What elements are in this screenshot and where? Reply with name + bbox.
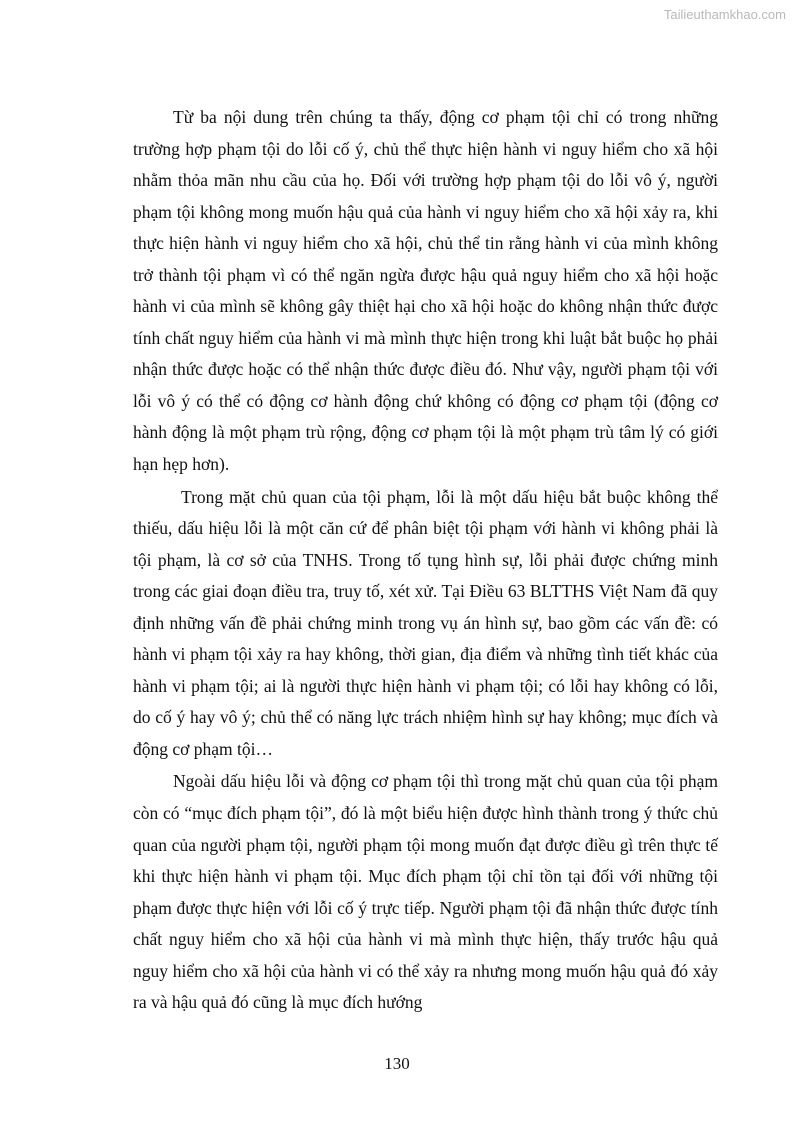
paragraph-2: Trong mặt chủ quan của tội phạm, lỗi là một dấu hiệu bắt buộc không thể thiếu, dấu hiệu lỗi là một căn cứ để phân biệt tội phạm với hành vi không phải là tội phạm, là cơ sở của TNHS. Trong tố tụng hình sự, lỗi phải được chứng minh trong các giai đoạn điều tra, truy tố, xét xử. Tại Điều 63 BLTTHS Việt Nam đã quy định những vấn đề phải chứng minh trong vụ án hình sự, bao gồm các vấn đề: có hành vi phạm tội xảy ra hay không, thời gian, địa điểm và những tình tiết khác của hành vi phạm tội; ai là người thực hiện hành vi phạm tội; có lỗi hay không có lỗi, do cố ý hay vô ý; chủ thể có năng lực trách nhiệm hình sự hay không; mục đích và động cơ phạm tội…: [133, 486, 718, 759]
paragraph-3: Ngoài dấu hiệu lỗi và động cơ phạm tội thì trong mặt chủ quan của tội phạm còn có “mục đích phạm tội”, đó là một biểu hiện được hình thành trong ý thức chủ quan của người phạm tội, người phạm tội mong muốn đạt được điều gì trên thực tế khi thực hiện hành vi phạm tội. Mục đích phạm tội chỉ tồn tại đối với những tội phạm được thực hiện với lỗi cố ý trực tiếp. Người phạm tội đã nhận thức được tính chất nguy hiểm cho xã hội của hành vi mà mình thực hiện, thấy trước hậu quả nguy hiểm cho xã hội của hành vi có thể xảy ra nhưng mong muốn hậu quả đó xảy ra và hậu quả đó cũng là mục đích hướng: [133, 771, 718, 1013]
page-body: [133, 102, 718, 1019]
paragraph-1: Từ ba nội dung trên chúng ta thấy, động cơ phạm tội chỉ có trong những trường hợp phạm tội do lỗi cố ý, chủ thể thực hiện hành vi nguy hiểm cho xã hội nhằm thỏa mãn nhu cầu của họ. Đối với trường hợp phạm tội do lỗi vô ý, người phạm tội không mong muốn hậu quả của hành vi nguy hiểm cho xã hội xảy ra, khi thực hiện hành vi nguy hiểm cho xã hội, chủ thể tin rằng hành vi của mình không trở thành tội phạm vì có thể ngăn ngừa được hậu quả nguy hiểm cho xã hội hoặc hành vi của mình sẽ không gây thiệt hại cho xã hội hoặc do không nhận thức được tính chất nguy hiểm của hành vi mà mình thực hiện trong khi luật bắt buộc họ phải nhận thức được hoặc có thể nhận thức được điều đó. Như vậy, người phạm tội với lỗi vô ý có thể có động cơ hành động chứ không có động cơ phạm tội (động cơ hành động là một phạm trù rộng, động cơ phạm tội là một phạm trù tâm lý có giới hạn hẹp hơn).: [133, 107, 718, 475]
watermark: Tailieuthamkhao.com: [663, 7, 786, 22]
page-number: 130: [384, 1054, 410, 1073]
